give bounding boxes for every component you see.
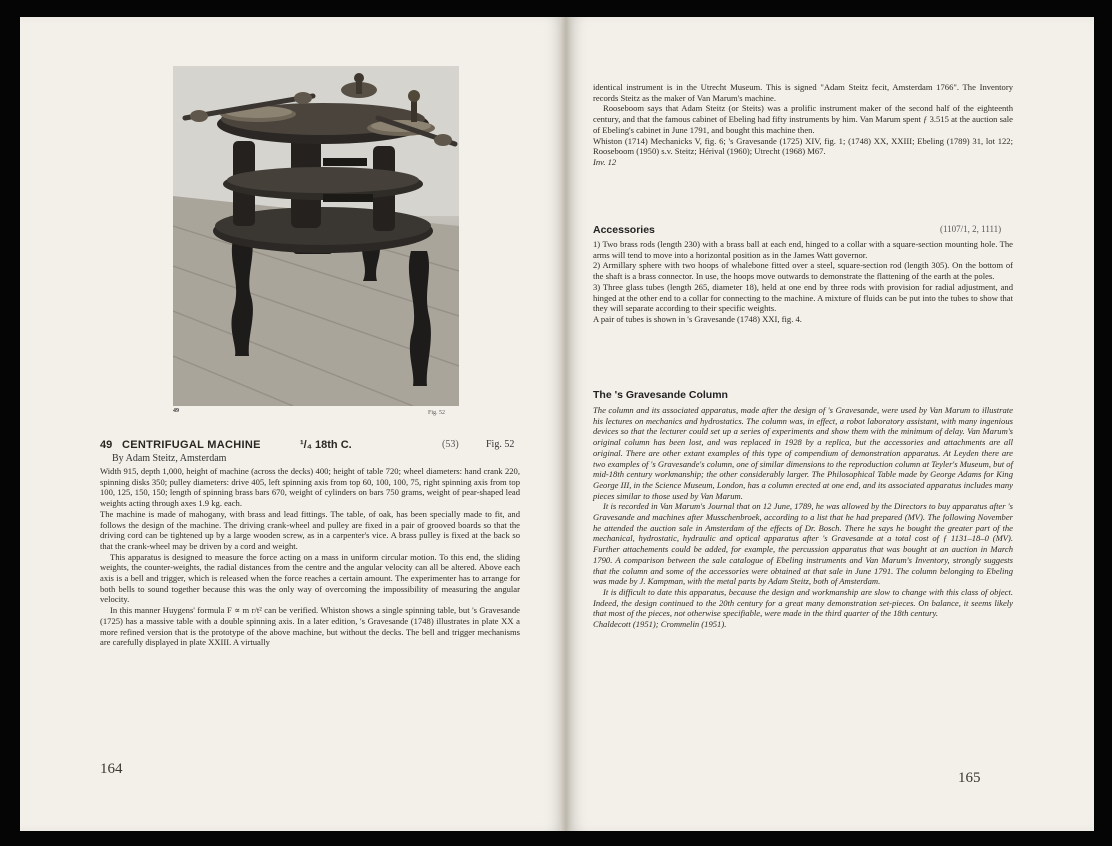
- entry-inventory: (53): [442, 439, 459, 450]
- accessory-item: 1) Two brass rods (length 230) with a brass ball at each end, hinged to a collar with a square-section mounting hole. The arms will tend to move into a horizontal position as in the James Watt governor.: [593, 239, 1013, 260]
- paragraph: It is recorded in Van Marum's Journal that on 12 June, 1789, he was allowed by the Directors to buy apparatus after 's Gravesande and machines after Musschenbroek, according to a list that he had prepared (MV). The following November he attended the auction sale in Amsterdam of the effects of Dr. Bosch. There he says he bought the greater part of the mechanical, hydrostatic, hydraulic and optical apparatus after 's Gravesande at a total cost of ƒ 1131–18–0 (MV). Further attachements could be added, for example, the percussion apparatus that was bought at an auction in March 1790. A comparison between the sale catalogue of Ebeling instruments and Van Marum's Inventory, strongly suggests that the column and some of the accessories were obtained at that sale in June 1791. The column belonging to Ebeling was made by J. Kampman, with the metal parts by Adam Steitz, both of Amsterdam.: [593, 501, 1013, 587]
- inventory-note: Inv. 12: [593, 156, 617, 167]
- paragraph: Width 915, depth 1,000, height of machine (across the decks) 400; height of table 720; wheel diameters: hand crank 220, spinning disks 350; pulley diameters: drive 405, left spinning axis from top 60, 100, 100, 75, right spinning axis from top 100, 125, 150, 150; length of spinning brass bars 670, weight of cylinders on bars 750 grams, weight of pear-shaped lead weights acting through axes 1.9 kg. each.: [100, 466, 520, 509]
- paragraph: In this manner Huygens' formula F ∝ m r/t² can be verified. Whiston shows a single spinning table, but 's Gravesande (1725) has a massive table with a double spinning axis. In a later edition, 's Gravesande (1748) illustrates in plate XX a more refined version that is the prototype of the above machine, but without the decks. The bell and trigger mechanisms are carefully displayed in plate XXIII. A virtually: [100, 605, 520, 648]
- centrifugal-machine-photo: [173, 66, 459, 406]
- paragraph: The machine is made of mahogany, with brass and lead fittings. The table, of oak, has been specially made to fit, and follows the design of the machine. The driving crank-wheel and pulley are fixed in a pair of grooved boards so that the driving cord can be tightened up by a large wooden screw, as in a carpenter's vice. A brass pulley is fixed at the back so that the crank-wheel may be driven by a cord and weight.: [100, 508, 520, 551]
- machine-illustration: [173, 66, 459, 406]
- page-number-left: 164: [100, 761, 123, 777]
- accessory-item: 2) Armillary sphere with two hoops of whalebone fitted over a steel, square-section rod (length 305). On the bottom of the shaft is a brass connector. In use, the hoops move outwards to demonstrate the flattening of the earth at the poles.: [593, 260, 1013, 282]
- column-heading: The 's Gravesande Column: [593, 389, 728, 401]
- right-top-text: [593, 82, 1013, 168]
- paragraph: This apparatus is designed to measure the force acting on a mass in uniform circular motion. To this end, the sliding weights, the counter-weights, the radial distances from the centre and the angular velocity can all be altered. Above each axis is a bell and trigger, which is released when the force reaches a certain amount. The experimenter has to arrange for both bells to sound together because this was the only way of overcoming the impossibility of measuring the angular velocity.: [100, 551, 520, 605]
- paragraph: identical instrument is in the Utrecht Museum. This is signed "Adam Steitz fecit, Amsterdam 1766". The Inventory records Steitz as the maker of Van Marum's machine.: [593, 82, 1013, 103]
- entry-maker: By Adam Steitz, Amsterdam: [112, 453, 227, 464]
- accessories-text: [593, 239, 1013, 325]
- paragraph: Rooseboom says that Adam Steitz (or Steits) was a prolific instrument maker of the second half of the eighteenth century, and that the famous cabinet of Ebeling had fifty instruments by him. Van Marum spent ƒ 3.515 at the auction sale of Ebeling's cabinet in June 1791, and bought this machine then.: [593, 103, 1013, 135]
- accessories-inventory: (1107/1, 2, 1111): [940, 224, 1002, 234]
- page-number-right: 165: [958, 770, 981, 786]
- paragraph: The column and its associated apparatus, made after the design of 's Gravesande, were used by Van Marum to illustrate his lectures on mechanics and hydrostatics. The column was, in effect, a robot laboratory assistant, with many ingenious devices so that the lecturer could set up a series of experiments and show them with the minimum of delay. Van Marum's original column has been lost, and was replaced in 1928 by a replica, but the accessories and attachments are all original. There are other extant examples of this type of compendium of demonstration apparatus. At Leyden there are two examples of 's Gravesande's column, one of similar dimensions to the reproduction column at Teyler's Museum, but of mid-18th century workmanship; the other considerably larger. The Philosophical Table made by George Adams for King George III, in the Science Museum, London, has a column erected at one end, and its associated apparatus includes many pieces similar to those used by Van Marum.: [593, 405, 1013, 501]
- entry-title: CENTRIFUGAL MACHINE: [122, 439, 261, 451]
- references: Whiston (1714) Mechanicks V, fig. 6; 's Gravesande (1725) XIV, fig. 1; (1748) XX, XXIII; Ebeling (1789) 31, lot 122; Rooseboom (1950) s.v. Steitz; Hérival (1960); Utrecht (1968) M67.: [593, 135, 1013, 157]
- entry-number: 49: [100, 439, 113, 451]
- paragraph: It is difficult to date this apparatus, because the design and workmanship are slow to change with this class of object. Indeed, the design continued to the 20th century for a great many demonstration set-pieces. On balance, it seems likely that most of the pieces, not otherwise specifiable, were made in the third quarter of the 18th century.: [593, 586, 1013, 619]
- accessory-item: 3) Three glass tubes (length 265, diameter 18), held at one end by three rods with provision for radial adjustment, and hinged at the other end to a collar for connecting to the machine. A mixture of fluids can be put into the tubes to show that they will separate according to their specific weights.: [593, 281, 1013, 314]
- entry-fig-ref: Fig. 52: [486, 439, 515, 450]
- left-body-text: [100, 466, 520, 648]
- references: Chaldecott (1951); Crommelin (1951).: [593, 619, 727, 630]
- accessory-item: A pair of tubes is shown in 's Gravesande (1748) XXI, fig. 4.: [593, 313, 802, 324]
- entry-scale-date: ¹/₄ 18th C.: [300, 439, 352, 451]
- accessories-heading: Accessories: [593, 224, 655, 236]
- photo-number: 49: [173, 408, 179, 414]
- column-text: [593, 405, 1013, 630]
- book-spine: [560, 17, 572, 831]
- photo-fig-label: Fig. 52: [428, 410, 446, 416]
